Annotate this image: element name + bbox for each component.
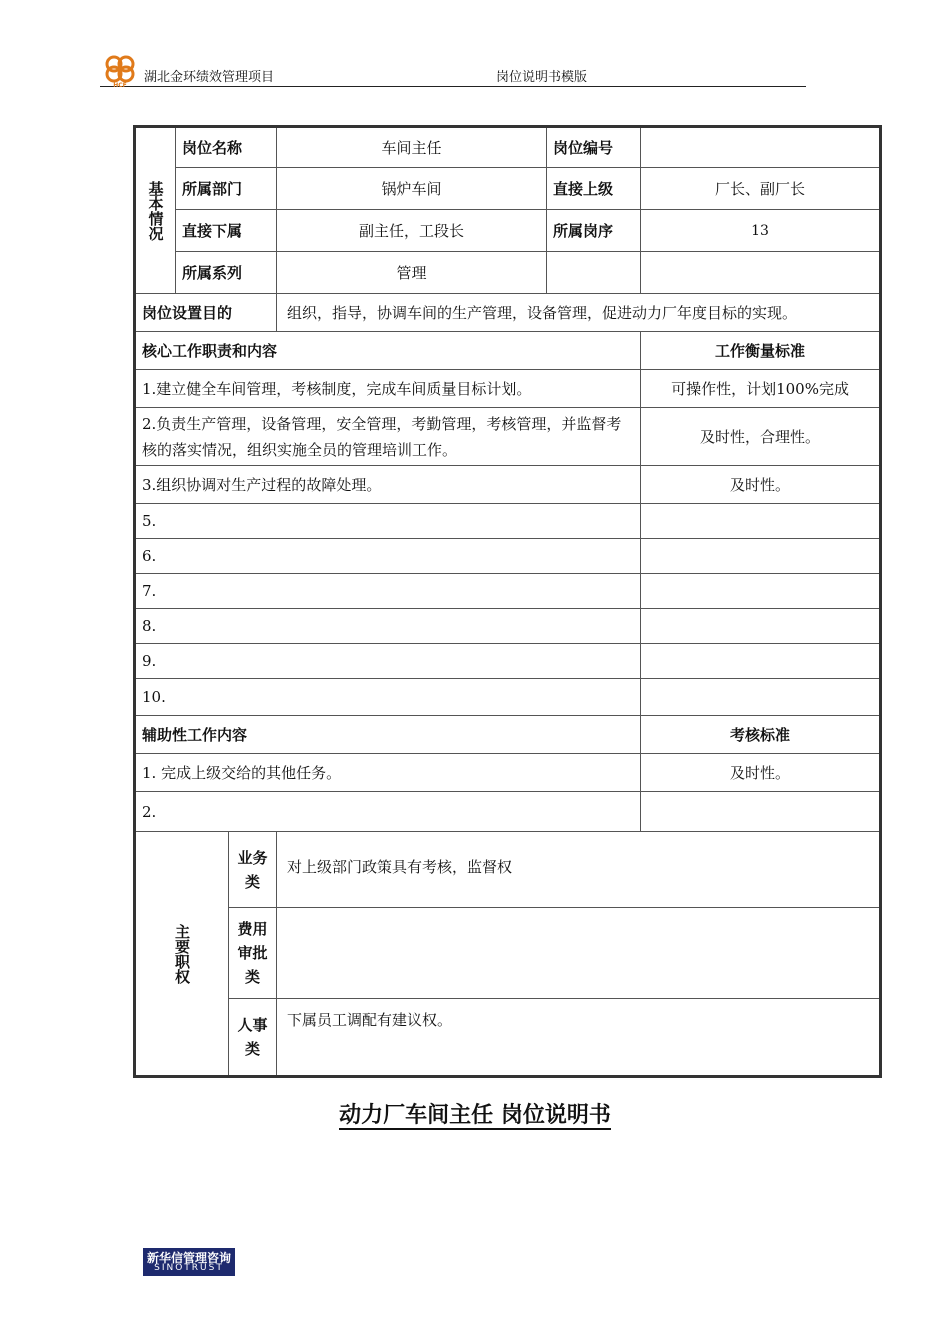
core-duty-text: 9. bbox=[135, 644, 641, 679]
core-duty-text: 5. bbox=[135, 504, 641, 539]
basic-section-label: 基本情况 bbox=[135, 127, 176, 294]
page-header bbox=[100, 54, 806, 87]
core-duty-text: 3.组织协调对生产过程的故障处理。 bbox=[135, 466, 641, 504]
value-supervisor: 厂长、副厂长 bbox=[641, 168, 881, 210]
basic-row-2 bbox=[135, 168, 881, 210]
authority-value: 下属员工调配有建议权。 bbox=[277, 999, 881, 1077]
header-project: 湖北金环绩效管理项目 bbox=[144, 70, 275, 85]
core-duty-text: 2.负责生产管理，设备管理，安全管理，考勤管理，考核管理，并监督考核的落实情况，组织实施全员的管理培训工作。 bbox=[135, 408, 641, 466]
authority-category: 人事类 bbox=[229, 999, 277, 1077]
footer-logo bbox=[143, 1248, 235, 1276]
table-row bbox=[135, 792, 881, 832]
authority-value bbox=[277, 908, 881, 999]
value-subordinates: 副主任，工段长 bbox=[277, 210, 547, 252]
table-row bbox=[135, 504, 881, 539]
core-duty-standard bbox=[641, 644, 881, 679]
label-position-name: 岗位名称 bbox=[176, 127, 277, 168]
core-duty-standard bbox=[641, 574, 881, 609]
aux-duty-text: 1. 完成上级交给的其他任务。 bbox=[135, 754, 641, 792]
authority-row-1 bbox=[135, 832, 881, 908]
empty-cell bbox=[641, 252, 881, 294]
core-header-row bbox=[135, 332, 881, 370]
table-row bbox=[135, 370, 881, 408]
label-subordinates: 直接下属 bbox=[176, 210, 277, 252]
aux-header-row bbox=[135, 716, 881, 754]
table-row bbox=[135, 679, 881, 716]
job-description-table bbox=[133, 125, 882, 1078]
table-row bbox=[135, 408, 881, 466]
core-duty-text: 10. bbox=[135, 679, 641, 716]
company-logo-icon bbox=[100, 54, 140, 88]
aux-duty-text: 2. bbox=[135, 792, 641, 832]
core-duty-standard bbox=[641, 504, 881, 539]
label-supervisor: 直接上级 bbox=[547, 168, 641, 210]
authority-category: 业务类 bbox=[229, 832, 277, 908]
authority-value: 对上级部门政策具有考核，监督权 bbox=[277, 832, 881, 908]
aux-standard-header: 考核标准 bbox=[641, 716, 881, 754]
label-rank: 所属岗序 bbox=[547, 210, 641, 252]
core-duty-standard: 可操作性，计划100%完成 bbox=[641, 370, 881, 408]
logo-text: HCF bbox=[113, 82, 127, 88]
core-duty-standard: 及时性，合理性。 bbox=[641, 408, 881, 466]
core-standard-header: 工作衡量标准 bbox=[641, 332, 881, 370]
table-row bbox=[135, 574, 881, 609]
core-duty-text: 6. bbox=[135, 539, 641, 574]
basic-row-1 bbox=[135, 127, 881, 168]
page-title-text: 动力厂车间主任 岗位说明书 bbox=[339, 1103, 611, 1128]
page-title bbox=[0, 1098, 950, 1129]
core-duty-text: 8. bbox=[135, 609, 641, 644]
value-position-name: 车间主任 bbox=[277, 127, 547, 168]
label-position-code: 岗位编号 bbox=[547, 127, 641, 168]
authority-section-label: 主要职权 bbox=[135, 832, 229, 1077]
authority-row-3 bbox=[135, 999, 881, 1077]
core-duty-standard bbox=[641, 539, 881, 574]
label-series: 所属系列 bbox=[176, 252, 277, 294]
purpose-value: 组织，指导，协调车间的生产管理，设备管理，促进动力厂年度目标的实现。 bbox=[277, 294, 881, 332]
purpose-row bbox=[135, 294, 881, 332]
value-position-code bbox=[641, 127, 881, 168]
basic-row-4 bbox=[135, 252, 881, 294]
aux-duties-header: 辅助性工作内容 bbox=[135, 716, 641, 754]
authority-category: 费用审批类 bbox=[229, 908, 277, 999]
value-rank: 13 bbox=[641, 210, 881, 252]
table-row bbox=[135, 466, 881, 504]
authority-row-2 bbox=[135, 908, 881, 999]
empty-cell bbox=[547, 252, 641, 294]
table-row bbox=[135, 609, 881, 644]
footer-logo-line1: 新华信管理咨询 bbox=[146, 1251, 231, 1265]
core-duty-standard: 及时性。 bbox=[641, 466, 881, 504]
core-duties-header: 核心工作职责和内容 bbox=[135, 332, 641, 370]
table-row bbox=[135, 539, 881, 574]
core-duty-text: 7. bbox=[135, 574, 641, 609]
table-row bbox=[135, 644, 881, 679]
core-duty-standard bbox=[641, 609, 881, 644]
table-row bbox=[135, 754, 881, 792]
label-department: 所属部门 bbox=[176, 168, 277, 210]
footer-logo-line2: SINOTRUST bbox=[154, 1263, 224, 1273]
core-duty-text: 1.建立健全车间管理，考核制度，完成车间质量目标计划。 bbox=[135, 370, 641, 408]
value-department: 锅炉车间 bbox=[277, 168, 547, 210]
purpose-label: 岗位设置目的 bbox=[135, 294, 277, 332]
value-series: 管理 bbox=[277, 252, 547, 294]
aux-duty-standard bbox=[641, 792, 881, 832]
header-doc-type: 岗位说明书模版 bbox=[496, 70, 588, 85]
core-duty-standard bbox=[641, 679, 881, 716]
aux-duty-standard: 及时性。 bbox=[641, 754, 881, 792]
basic-row-3 bbox=[135, 210, 881, 252]
